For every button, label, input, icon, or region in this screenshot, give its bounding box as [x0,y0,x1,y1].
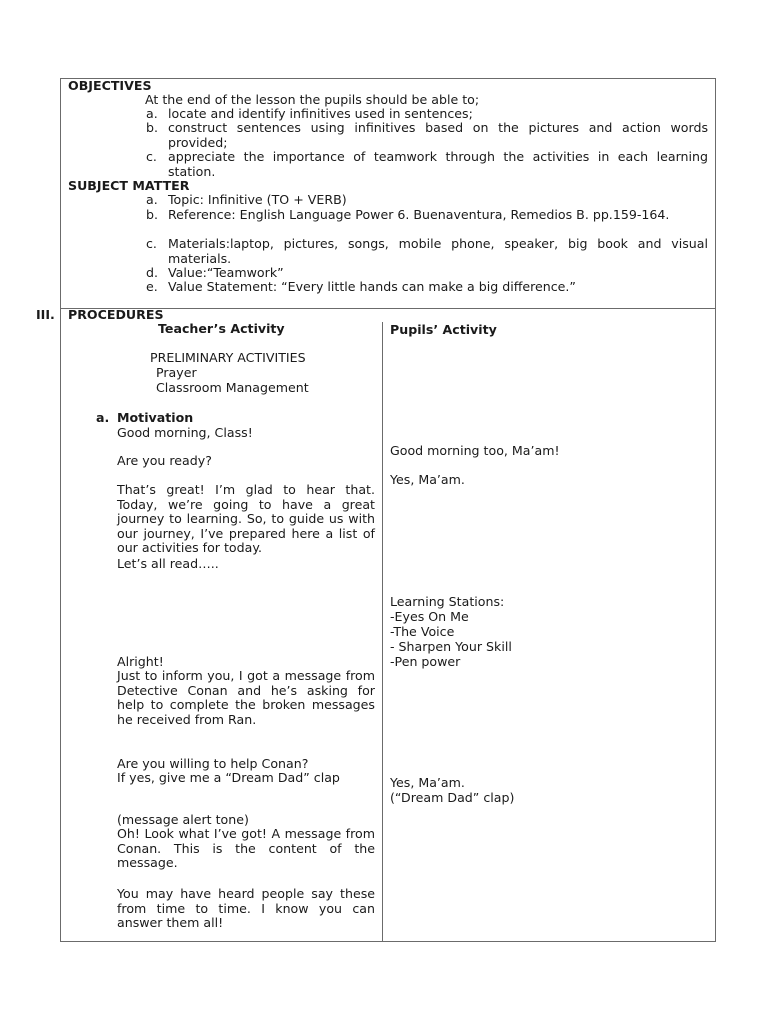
teacher-ready: Are you ready? [117,453,212,468]
prayer: Prayer [156,365,197,380]
teacher-look: Oh! Look what I’ve got! A message from Conan. This is the content of the message. [117,826,375,871]
teacher-activity-header: Teacher’s Activity [158,321,285,336]
learning-station-item: -Eyes On Me [390,609,469,624]
subject-item-value-statement: Value Statement: “Every little hands can make a big difference.” [168,279,576,294]
teacher-great: That’s great! I’m glad to hear that. Today, we’re going to have a great journey to learning. So, to guide us with our journey, I’ve prepared here a list of our activities for today. [117,482,375,556]
subject-item-topic: Topic: Infinitive (TO + VERB) [168,192,347,207]
objective-marker: b. [146,120,158,135]
subject-item-reference: Reference: English Language Power 6. Buenaventura, Remedios B. pp.159-164. [168,207,670,222]
objective-item: construct sentences using infinitives based on the pictures and action words provided; [168,120,708,150]
teacher-alert-tone: (message alert tone) [117,812,249,827]
learning-station-item: - Sharpen Your Skill [390,639,512,654]
subject-marker: c. [146,236,157,251]
teacher-inform: Just to inform you, I got a message from Detective Conan and he’s asking for help to complete the broken messages he received from Ran. [117,668,375,727]
teacher-alright: Alright! [117,654,164,669]
pupils-yes: Yes, Ma’am. [390,472,465,487]
learning-stations-title: Learning Stations: [390,594,505,609]
procedures-heading: PROCEDURES [68,307,164,322]
objectives-heading: OBJECTIVES [68,78,152,93]
pupils-dream-dad-clap: (“Dream Dad” clap) [390,790,515,805]
teacher-willing: Are you willing to help Conan? [117,756,309,771]
classroom-management: Classroom Management [156,380,309,395]
teacher-lets-read: Let’s all read….. [117,556,219,571]
learning-station-item: -Pen power [390,654,461,669]
column-divider [382,322,383,942]
subject-matter-heading: SUBJECT MATTER [68,178,190,193]
teacher-heard: You may have heard people say these from time to time. I know you can answer them all! [117,886,375,931]
subject-marker: d. [146,265,158,280]
teacher-greeting: Good morning, Class! [117,425,253,440]
objective-item: appreciate the importance of teamwork through the activities in each learning station. [168,149,708,179]
subject-marker: e. [146,279,158,294]
subject-item-materials: Materials:laptop, pictures, songs, mobile phone, speaker, big book and visual materials. [168,236,708,266]
objectives-intro: At the end of the lesson the pupils should be able to; [145,92,480,107]
motivation-heading: Motivation [117,410,194,425]
pupils-activity-header: Pupils’ Activity [390,322,497,337]
objective-marker: c. [146,149,157,164]
pupils-greeting: Good morning too, Ma’am! [390,443,560,458]
motivation-marker: a. [96,410,110,425]
pupils-yes-clap: Yes, Ma’am. [390,775,465,790]
teacher-clap: If yes, give me a “Dream Dad” clap [117,770,340,785]
subject-item-value: Value:“Teamwork” [168,265,284,280]
subject-marker: a. [146,192,158,207]
subject-marker: b. [146,207,158,222]
procedures-number: III. [36,307,55,322]
objective-marker: a. [146,106,158,121]
learning-station-item: -The Voice [390,624,455,639]
objective-item: locate and identify infinitives used in sentences; [168,106,473,121]
preliminary-activities: PRELIMINARY ACTIVITIES [150,350,306,365]
